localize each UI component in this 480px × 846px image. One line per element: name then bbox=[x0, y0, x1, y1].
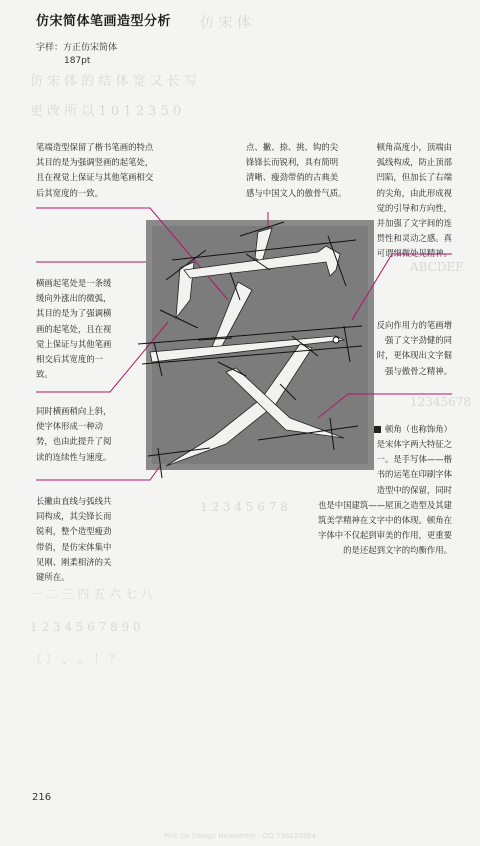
annotation-sharp-tips: 点、撇、捺、挑、钩的尖 锋锋长而锐利，具有简明 清晰、瘦劲带俏的古典美 感与中国文人的傲骨气质。 bbox=[246, 142, 347, 198]
annotation-corner-shape: 顿角高度小，顶端由 弧线构成，防止顶部 凹陷，但加长了右端 的尖角，由此形成视 觉的引导和方向性， 并加强了文字间的连 贯性和灵动之感。真 可谓细微处见精神。 bbox=[376, 142, 452, 259]
annotation-counter-force: 反向作用力的笔画增 强了文字劲健的同 时，更体现出文字倔 强与傲骨之精神。 bbox=[376, 320, 452, 376]
annotation-horizontal-stroke-start: 横画起笔处是一条缓 缓向外涨出的微弧， 其目的是为了强调横 画的起笔处，且在视 觉上保证与其他笔画 相交后其宽度的一 致。 bbox=[36, 278, 112, 380]
annotation-corner-ornament: 是宋体字两大特征之 一。是手写体——楷 书的运笔在印刷字体 造型中的保留，同时 也是中国建筑——屋顶之造型及其建 筑美学精神在文字中的体现。顿角在 字体中不仅起到审美的作用，更重要 的是还起到文字的均衡作用。 bbox=[318, 439, 452, 556]
bleed-through-text: 更 改 所 以 1 0 1 2 3 5 0 bbox=[30, 104, 182, 119]
bleed-through-text: 仿 宋 体 bbox=[200, 15, 251, 31]
font-label: 字样：方正仿宋简体 bbox=[36, 43, 118, 53]
annotation-long-left-falling: 长撇由直线与弧线共 同构成，其尖锋长而 锐利，整个造型瘦劲 带俏，是仿宋体集中 见刚、刚柔相济的关 键所在。 bbox=[36, 496, 112, 583]
annotation-vertical-stroke-start: 笔端造型保留了楷书笔画的特点 其目的是为强调竖画的起笔处， 且在视觉上保证与其他笔画相交 后其宽度的一致。 bbox=[36, 142, 154, 198]
bleed-through-text: 1 2 3 4 5 6 7 8 9 0 bbox=[30, 620, 141, 634]
bleed-through-text: 仿 宋 体 的 结 体 宽 又 长 写 bbox=[30, 74, 198, 89]
page-title: 仿宋简体笔画造型分析 bbox=[36, 14, 172, 29]
bleed-through-text: 一 二 三 四 五 六 七 八 bbox=[30, 587, 153, 601]
page-number: 216 bbox=[32, 792, 52, 803]
annotation-corner-ornament-lead: 顿角（也称饰角） bbox=[385, 424, 452, 434]
bleed-through-text: 1 2 3 4 5 6 7 8 bbox=[200, 500, 288, 514]
corner-marker-icon bbox=[333, 337, 339, 343]
bleed-through-text: 12345678 bbox=[410, 395, 472, 409]
annotation-horizontal-tilt: 同时横画稍向上斜， 使字体形成一种动 势，也由此提升了阅 读的连续性与速度。 bbox=[36, 406, 112, 462]
bleed-through-text: ABCDEF bbox=[410, 260, 464, 274]
footer-watermark: Pick Up Design Newsletter · QQ 736133864 bbox=[163, 832, 317, 840]
font-size-label: 187pt bbox=[64, 56, 91, 66]
bleed-through-text: （ ） 、 。 ！ ？ bbox=[30, 652, 122, 666]
